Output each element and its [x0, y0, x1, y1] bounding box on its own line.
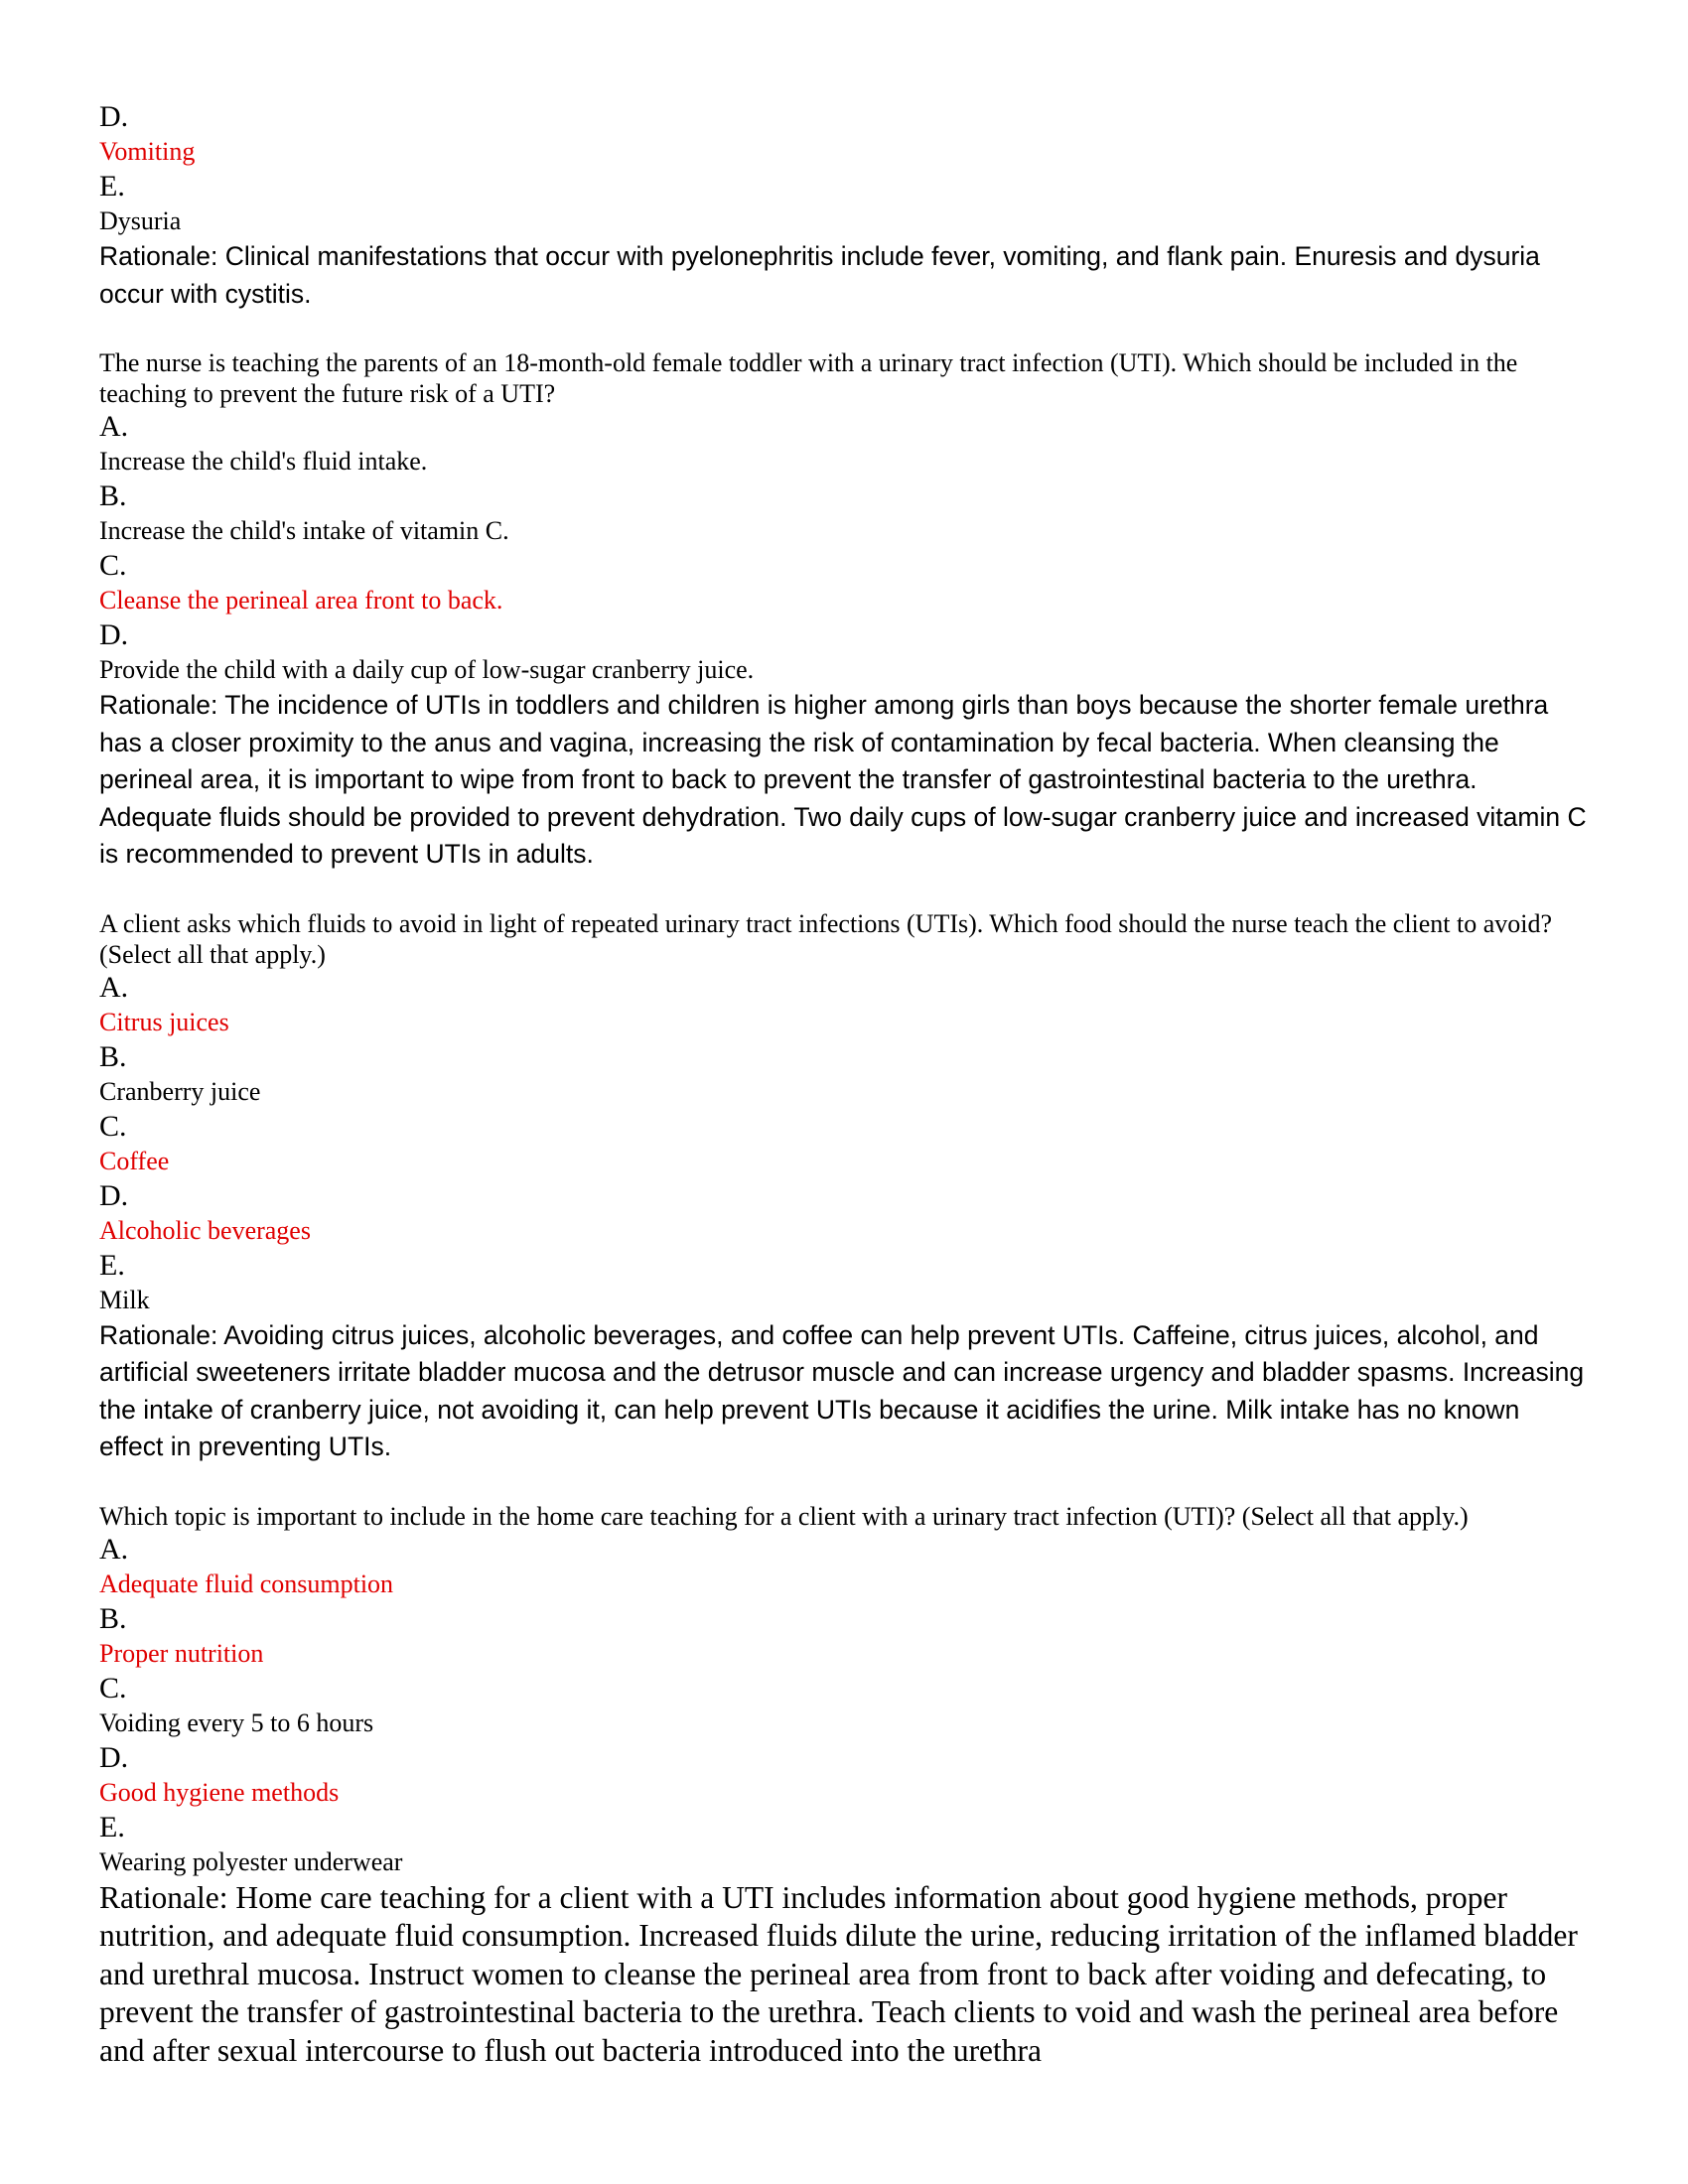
question-text: Which topic is important to include in the home care teaching for a client with a urinary tract infection (UTI)? (Select all that apply.)	[99, 1501, 1469, 1531]
question-block-0	[99, 99, 1589, 313]
option-letter: D.	[99, 1178, 129, 1212]
rationale: Rationale: Avoiding citrus juices, alcoholic beverages, and coffee can help prevent UTIs. Caffeine, citrus juices, alcohol, and artificial sweeteners irritate bladder mucosa and the detrusor muscle and can increase urgency and bladder spasms. Increasing the intake of cranberry juice, not avoiding it, can help prevent UTIs because it acidifies the urine. Milk intake has no known effect in preventing UTIs.	[99, 1319, 1585, 1461]
option-letter: A.	[99, 410, 129, 443]
option-letter: E.	[99, 1248, 125, 1282]
question-block-3	[99, 1501, 1589, 2071]
option-text: Coffee	[99, 1146, 170, 1175]
option-text: Good hygiene methods	[99, 1777, 340, 1807]
option-letter: C.	[99, 1109, 127, 1143]
option-text: Wearing polyester underwear	[99, 1846, 403, 1876]
option-text: Increase the child's fluid intake.	[99, 447, 428, 476]
option-letter: E.	[99, 1810, 125, 1843]
option-text: Vomiting	[99, 137, 196, 166]
option-text: Provide the child with a daily cup of low-sugar cranberry juice.	[99, 655, 755, 684]
option-text: Voiding every 5 to 6 hours	[99, 1707, 374, 1737]
question-text: A client asks which fluids to avoid in light of repeated urinary tract infections (UTIs). Which food should the nurse teach the client to avoid? (Select all that apply.)	[99, 908, 1553, 969]
rationale: Rationale: The incidence of UTIs in toddlers and children is higher among girls than boys because the shorter female urethra has a closer proximity to the anus and vagina, increasing the risk of contamination by fecal bacteria. When cleansing the perineal area, it is important to wipe from front to back to prevent the transfer of gastrointestinal bacteria to the urethra. Adequate fluids should be provided to prevent dehydration. Two daily cups of low-sugar cranberry juice and increased vitamin C is recommended to prevent UTIs in adults.	[99, 690, 1587, 869]
option-letter: A.	[99, 1532, 129, 1566]
option-letter: B.	[99, 1601, 127, 1635]
option-text: Increase the child's intake of vitamin C.	[99, 516, 509, 545]
option-letter: A.	[99, 970, 129, 1004]
option-text: Cleanse the perineal area front to back.	[99, 586, 503, 614]
option-letter: B.	[99, 479, 127, 512]
question-block-2	[99, 908, 1589, 1466]
question-text: The nurse is teaching the parents of an 18-month-old female toddler with a urinary tract infection (UTI). Which should be included in the teaching to prevent the future risk of a UTI?	[99, 348, 1518, 408]
option-text: Dysuria	[99, 206, 182, 235]
question-block-1	[99, 347, 1589, 874]
option-text: Adequate fluid consumption	[99, 1569, 394, 1598]
option-text: Milk	[99, 1285, 150, 1314]
option-text: Alcoholic beverages	[99, 1215, 311, 1245]
option-letter: D.	[99, 100, 129, 133]
option-letter: E.	[99, 170, 125, 203]
option-letter: C.	[99, 549, 127, 582]
rationale: Rationale: Home care teaching for a client with a UTI includes information about good hygiene methods, proper nutrition, and adequate fluid consumption. Increased fluids dilute the urine, reducing irritation of the inflamed bladder and urethral mucosa. Instruct women to cleanse the perineal area from front to back after voiding and defecating, to prevent the transfer of gastrointestinal bacteria to the urethra. Teach clients to void and wash the perineal area before and after sexual intercourse to flush out bacteria introduced into the urethra	[99, 1879, 1578, 2068]
rationale: Rationale: Clinical manifestations that occur with pyelonephritis include fever, vomiting, and flank pain. Enuresis and dysuria occur with cystitis.	[99, 241, 1540, 309]
option-text: Citrus juices	[99, 1007, 229, 1036]
option-text: Proper nutrition	[99, 1638, 264, 1668]
option-letter: B.	[99, 1039, 127, 1073]
option-letter: C.	[99, 1671, 127, 1705]
option-text: Cranberry juice	[99, 1076, 261, 1106]
document-page	[99, 99, 1589, 2070]
option-letter: D.	[99, 1740, 129, 1774]
option-letter: D.	[99, 618, 129, 651]
